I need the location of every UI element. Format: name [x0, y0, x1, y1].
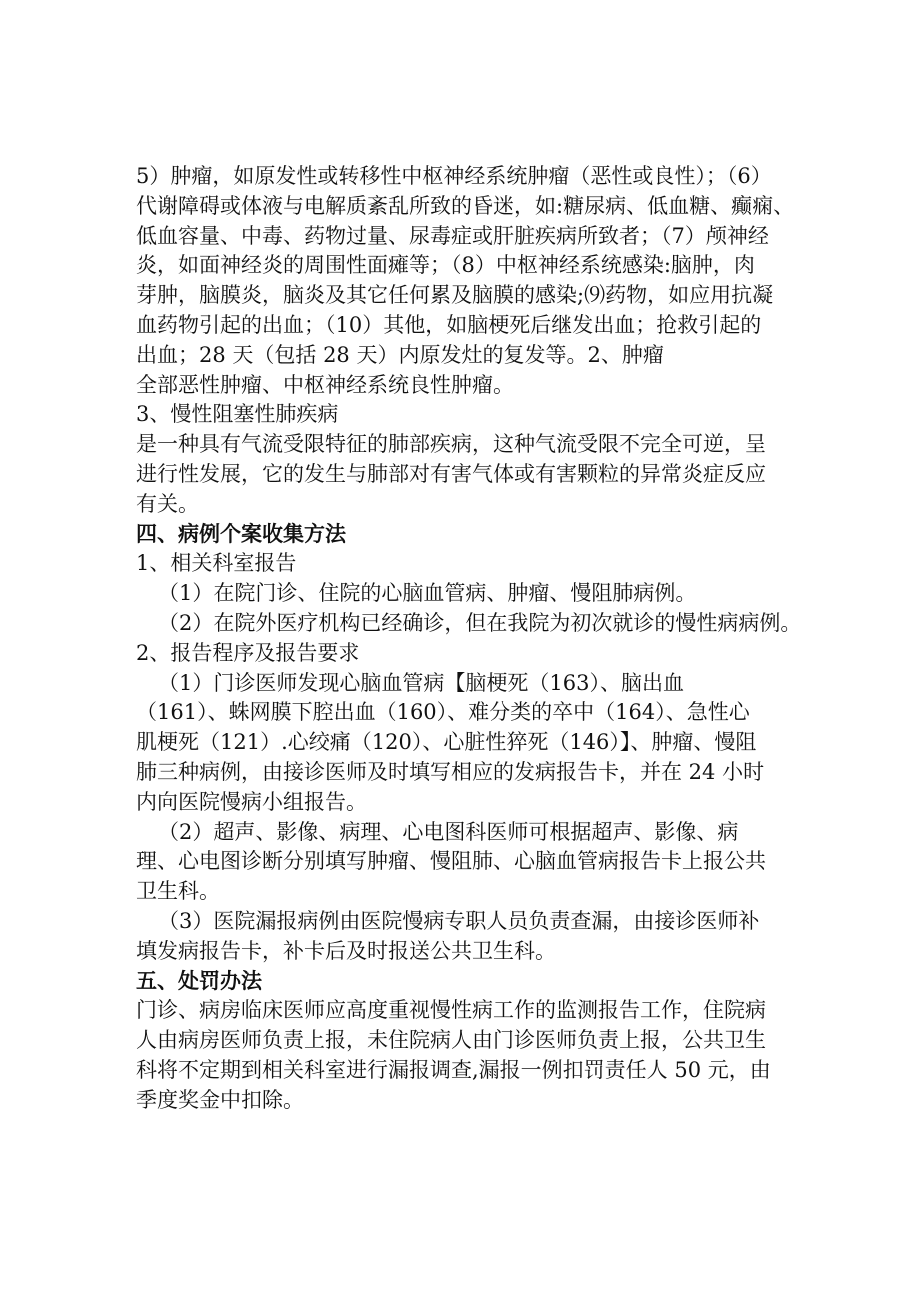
document-body — [136, 162, 802, 1116]
text-line: 填发病报告卡，补卡后及时报送公共卫生科。 — [136, 938, 556, 963]
text-line: （1）在院门诊、住院的心脑血管病、肿瘤、慢阻肺病例。 — [158, 581, 697, 606]
text-line: 内向医院慢病小组报告。 — [136, 789, 367, 814]
text-line: 2、报告程序及报告要求 — [136, 640, 360, 665]
text-line: 全部恶性肿瘤、中枢神经系统良性肿瘤。 — [136, 372, 514, 397]
text-line: 是一种具有气流受限特征的肺部疾病，这种气流受限不完全可逆，呈 — [136, 432, 766, 457]
text-line: 代谢障碍或体液与电解质紊乱所致的昏迷，如:糖尿病、低血糖、癫痫、 — [136, 193, 795, 218]
text-line: 芽肿，脑膜炎，脑炎及其它任何累及脑膜的感染;⑼药物，如应用抗凝 — [136, 283, 774, 308]
text-line: 有关。 — [136, 491, 199, 516]
text-line: 季度奖金中扣除。 — [136, 1087, 304, 1112]
section-heading: 五、处罚办法 — [136, 968, 262, 993]
text-line: 理、心电图诊断分别填写肿瘤、慢阻肺、心脑血管病报告卡上报公共 — [136, 849, 766, 874]
text-line: 血药物引起的出血；（10）其他，如脑梗死后继发出血；抢救引起的 — [136, 312, 762, 337]
text-line: 肺三种病例，由接诊医师及时填写相应的发病报告卡，并在 24 小时 — [136, 759, 765, 784]
text-line: 肌梗死（121）.心绞痛（120）、心脏性猝死（146）】、肿瘤、慢阻 — [136, 730, 757, 755]
text-line: 人由病房医师负责上报，未住院病人由门诊医师负责上报，公共卫生 — [136, 1028, 766, 1053]
text-line: 炎，如面神经炎的周围性面瘫等；（8）中枢神经系统感染:脑肿，肉 — [136, 253, 755, 278]
text-line: （3）医院漏报病例由医院慢病专职人员负责查漏，由接诊医师补 — [158, 908, 760, 933]
text-line: 卫生科。 — [136, 879, 220, 904]
text-line: 低血容量、中毒、药物过量、尿毒症或肝脏疾病所致者；（7）颅神经 — [136, 223, 769, 248]
text-line: 进行性发展，它的发生与肺部对有害气体或有害颗粒的异常炎症反应 — [136, 461, 766, 486]
text-line: 5）肿瘤，如原发性或转移性中枢神经系统肿瘤（恶性或良性）；（6） — [136, 164, 772, 188]
section-heading: 四、病例个案收集方法 — [136, 521, 346, 546]
text-line: 3、慢性阻塞性肺疾病 — [136, 402, 339, 427]
text-line: （1）门诊医师发现心脑血管病【脑梗死（163）、脑出血 — [158, 670, 684, 695]
text-line: （2）超声、影像、病理、心电图科医师可根据超声、影像、病 — [158, 819, 739, 844]
text-line: 1、相关科室报告 — [136, 551, 297, 576]
text-line: 门诊、病房临床医师应高度重视慢性病工作的监测报告工作，住院病 — [136, 998, 766, 1023]
text-line: （161）、蛛网膜下腔出血（160）、难分类的卒中（164）、急性心 — [136, 700, 750, 725]
text-line: （2）在院外医疗机构已经确诊，但在我院为初次就诊的慢性病病例。 — [158, 610, 802, 635]
text-line: 出血；28 天（包括 28 天）内原发灶的复发等。2、肿瘤 — [136, 342, 664, 367]
text-line: 科将不定期到相关科室进行漏报调查,漏报一例扣罚责任人 50 元，由 — [136, 1057, 771, 1082]
